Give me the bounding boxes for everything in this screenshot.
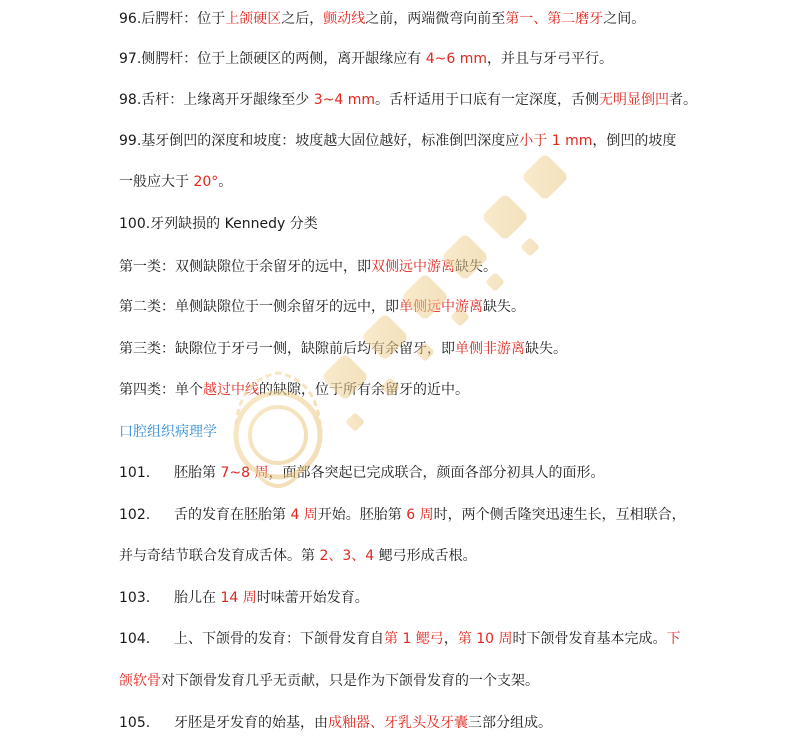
text-line-l104b [119,672,539,690]
text-line-l102b [119,547,477,565]
text-line-l101 [119,464,604,482]
body-text: 的缺隙，位于所有余留牙的近中。 [259,382,469,398]
body-text: 胎儿在 [174,590,221,606]
highlight-text: 小于 1 mm [519,133,593,149]
text-line-l97 [119,50,613,68]
item-number: 101. [119,465,151,481]
body-text: 97.侧腭杆：位于上颌硬区的两侧，离开龈缘应有 [119,51,426,67]
body-text: 鳃弓形成舌根。 [374,548,477,564]
highlight-text: 颤动线 [323,11,366,27]
highlight-text: 上颌硬区 [225,11,282,27]
body-text: 胚胎第 [174,465,221,481]
highlight-text: 无明显倒凹 [599,92,669,108]
body-text: 开始。胚胎第 [317,507,407,523]
body-text: 第四类：单个 [119,382,203,398]
body-text: ，倒凹的坡度 [592,133,677,149]
text-line-l104a [119,630,681,648]
body-text: 96.后腭杆：位于 [119,11,226,27]
section-heading: 口腔组织病理学 [119,424,217,440]
text-line-l103 [119,589,369,607]
highlight-text: 第一、第二磨牙 [505,11,604,27]
body-text: 第三类：缺隙位于牙弓一侧，缺隙前后均有余留牙，即 [119,341,455,357]
body-text: 缺失。 [525,341,567,357]
highlight-text: 第 1 鳃弓 [384,631,444,647]
text-line-l99b [119,173,232,191]
body-text: 牙胚是牙发育的始基，由 [174,715,328,731]
highlight-text: 越过中线 [203,382,259,398]
body-text: 缺失。 [483,299,525,315]
highlight-text: 7~8 周 [220,465,269,481]
body-text: 上、下颌骨的发育：下颌骨发育自 [174,631,384,647]
body-text: 一般应大于 [119,174,194,190]
highlight-text: 双侧远中游离 [371,259,455,275]
body-text: 。 [218,174,233,190]
body-text: ，面部各突起已完成联合，颜面各部分初具人的面形。 [268,465,605,481]
highlight-text: 3~4 mm [313,92,375,108]
body-text: 98.舌杆：上缘离开牙龈缘至少 [119,92,314,108]
body-text: 之后， [281,11,324,27]
body-text: 100.牙列缺损的 Kennedy 分类 [119,216,318,232]
body-text: 舌的发育在胚胎第 [174,507,291,523]
text-line-l99a [119,132,676,150]
text-line-l100 [119,215,318,233]
highlight-text: 第 10 周 [457,631,513,647]
text-line-c3 [119,340,567,358]
item-number: 103. [119,590,151,606]
text-line-l98 [119,91,697,109]
body-text: 。舌杆适用于口底有一定深度，舌侧 [375,92,599,108]
highlight-text: 4 周 [290,507,318,523]
highlight-text: 20° [193,174,219,190]
body-text: 第二类：单侧缺隙位于一侧余留牙的远中，即 [119,299,399,315]
text-line-c1 [119,258,497,276]
highlight-text: 4~6 mm [425,51,487,67]
body-text: 并与奇结节联合发育成舌体。第 [119,548,320,564]
body-text: 之前，两端微弯向前至 [365,11,506,27]
body-text: 三部分组成。 [468,715,552,731]
body-text: ，并且与牙弓平行。 [487,51,613,67]
item-number: 105. [119,715,151,731]
body-text: 99.基牙倒凹的深度和坡度：坡度越大固位越好，标准倒凹深度应 [119,133,520,149]
body-text: ， [443,631,458,647]
body-text: 缺失。 [455,259,497,275]
highlight-text: 14 周 [220,590,257,606]
highlight-text: 单侧远中游离 [399,299,483,315]
highlight-text: 单侧非游离 [455,341,525,357]
highlight-text: 成釉器、牙乳头及牙囊 [328,715,468,731]
highlight-text: 下 [666,631,681,647]
highlight-text: 2、3、4 [319,548,375,564]
body-text: 之间。 [603,11,646,27]
item-number: 104. [119,631,151,647]
text-line-c2 [119,298,525,316]
text-line-c4 [119,381,469,399]
body-text: 时下颌骨发育基本完成。 [512,631,667,647]
highlight-text: 颌软骨 [119,673,161,689]
body-text: 者。 [669,92,697,108]
body-text: 对下颌骨发育几乎无贡献，只是作为下颌骨发育的一个支架。 [161,673,539,689]
body-text: 时，两个侧舌隆突迅速生长，互相联合， [433,507,686,523]
highlight-text: 6 周 [406,507,434,523]
text-line-sec [119,423,217,441]
body-text: 时味蕾开始发育。 [256,590,369,606]
text-line-l105 [119,714,552,732]
text-line-l96 [119,10,645,28]
text-line-l102a [119,506,686,524]
body-text: 第一类：双侧缺隙位于余留牙的远中，即 [119,259,371,275]
item-number: 102. [119,507,151,523]
